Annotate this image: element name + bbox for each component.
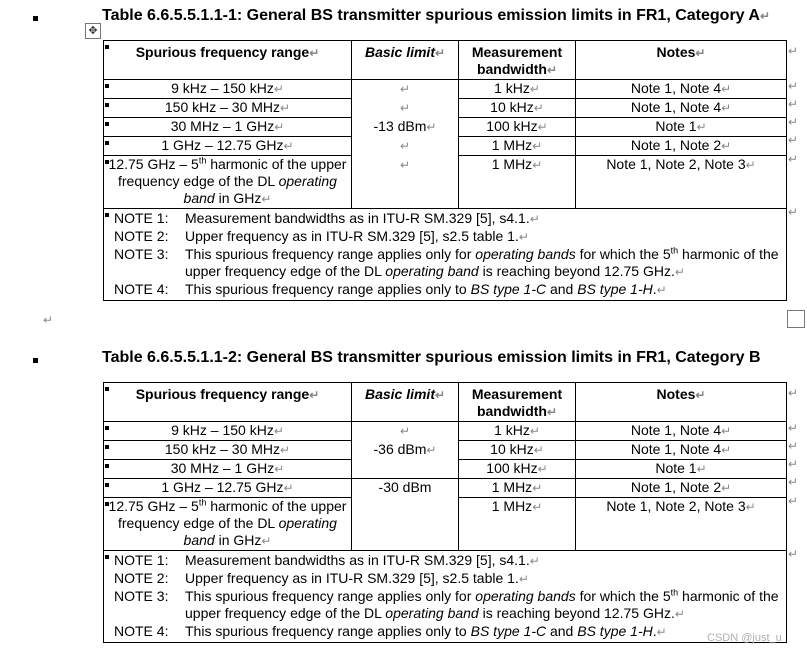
- mbw-text: 1 MHz: [491, 156, 533, 172]
- header-text: Notes: [656, 44, 696, 60]
- note-text-part: is reaching beyond 12.75 GHz.: [478, 263, 675, 279]
- cell-mark: ↵: [745, 158, 756, 172]
- paragraph-mark: ↵: [674, 607, 685, 621]
- table1-title-text: Table 6.6.5.5.1.1-1: General BS transmitter spurious emission limits in FR1, Category A: [102, 7, 760, 24]
- cell-mark: ↵: [434, 388, 446, 402]
- note-tag: NOTE 2:: [114, 228, 169, 244]
- note-italic: operating band: [385, 605, 479, 621]
- notes-row: [104, 209, 787, 301]
- notes-cell: [576, 422, 787, 441]
- note-text: [185, 228, 784, 246]
- cell-mark: ↵: [546, 405, 558, 419]
- range-sup: th: [198, 155, 207, 166]
- note-text-part: for which the 5: [575, 246, 671, 262]
- table2-title-text: Table 6.6.5.5.1.1-2: General BS transmitter spurious emission limits in FR1, Category B: [102, 349, 761, 366]
- range-text: 30 MHz – 1 GHz: [170, 460, 275, 476]
- range-text: 12.75 GHz – 5: [108, 498, 199, 514]
- mbw-text: 10 kHz: [490, 99, 534, 115]
- cell-mark: ↵: [721, 424, 732, 438]
- note-italic: BS type 1-C: [470, 623, 547, 639]
- range-text: 9 kHz – 150 kHz: [171, 80, 274, 96]
- note-text-part: for which the 5: [575, 588, 671, 604]
- limit-cell: [352, 156, 459, 209]
- cell-marker: [105, 502, 109, 506]
- note-italic: BS type 1-H: [577, 281, 653, 297]
- note-italic: operating band: [385, 263, 479, 279]
- limit-cell: [352, 460, 459, 479]
- cell-marker: [105, 45, 109, 49]
- cell-mark: ↵: [434, 46, 446, 60]
- cell-mark: ↵: [745, 500, 756, 514]
- note-tag: NOTE 4:: [114, 623, 169, 639]
- range-cell: [104, 498, 352, 551]
- table1: [103, 40, 787, 301]
- notes-text: Note 1, Note 2: [630, 479, 722, 495]
- cell-mark: ↵: [695, 46, 706, 60]
- cell-mark: ↵: [721, 82, 732, 96]
- mbw-cell: [459, 137, 576, 156]
- notes-cell: [576, 460, 787, 479]
- note-text-part: .: [652, 623, 657, 639]
- cell-marker: [105, 555, 109, 559]
- note-text: [185, 246, 784, 281]
- limit-text: -30 dBm: [378, 479, 432, 495]
- header-text: Notes: [656, 386, 696, 402]
- cell-mark: ↵: [721, 139, 732, 153]
- note-text: [185, 623, 784, 641]
- row-end-mark: ↵: [788, 152, 799, 166]
- header-spurious-range: [104, 383, 352, 422]
- header-spurious-range: [104, 41, 352, 80]
- header-notes: [576, 41, 787, 80]
- cell-marker: [105, 160, 109, 164]
- header-text: Measurement bandwidth: [471, 44, 563, 77]
- cell-marker: [105, 445, 109, 449]
- note-italic: BS type 1-C: [470, 281, 547, 297]
- row-end-mark: ↵: [788, 79, 799, 93]
- limit-text: -13 dBm: [373, 117, 427, 134]
- notes-text: Note 1, Note 2: [630, 137, 722, 153]
- row-end-mark: ↵: [788, 44, 799, 58]
- paragraph-mark: ↵: [656, 625, 667, 639]
- note-tag: NOTE 3:: [114, 246, 169, 262]
- row-end-mark: ↵: [788, 97, 799, 111]
- table-row: [104, 118, 787, 137]
- table-row: [104, 80, 787, 99]
- notes-cell: [576, 156, 787, 209]
- paragraph-mark: ↵: [518, 572, 529, 586]
- paragraph-mark: ↵: [518, 230, 529, 244]
- note-text: [185, 552, 784, 570]
- limit-cell: [352, 479, 459, 498]
- cell-mark: ↵: [399, 424, 411, 438]
- header-measurement-bandwidth: [459, 41, 576, 80]
- notes-cell: [576, 80, 787, 99]
- mbw-text: 1 MHz: [491, 137, 533, 153]
- range-cell: [104, 441, 352, 460]
- header-text: Basic limit: [364, 44, 435, 60]
- note-text: [185, 281, 784, 299]
- row-end-mark: ↵: [788, 475, 799, 489]
- range-cell: [104, 460, 352, 479]
- list-bullet: [33, 358, 38, 363]
- mbw-text: 1 MHz: [491, 498, 533, 514]
- mbw-cell: [459, 479, 576, 498]
- cell-marker: [105, 103, 109, 107]
- cell-mark: ↵: [426, 119, 437, 134]
- cell-mark: ↵: [280, 443, 291, 457]
- cell-mark: ↵: [399, 82, 411, 96]
- limit-cell: [352, 498, 459, 551]
- note-4: [114, 623, 784, 641]
- cell-mark: ↵: [696, 120, 707, 134]
- range-cell: [104, 479, 352, 498]
- notes-text: Note 1, Note 2, Note 3: [606, 156, 746, 172]
- notes-cell: [576, 441, 787, 460]
- cell-mark: ↵: [309, 46, 320, 60]
- notes-cell: [576, 137, 787, 156]
- cell-mark: ↵: [261, 192, 272, 206]
- row-end-mark: ↵: [788, 115, 799, 129]
- range-text: 150 kHz – 30 MHz: [164, 99, 281, 115]
- mbw-text: 1 kHz: [494, 80, 530, 96]
- limit-cell: [352, 422, 459, 441]
- cell-mark: ↵: [283, 139, 294, 153]
- cell-mark: ↵: [532, 481, 543, 495]
- notes-text: Note 1: [655, 118, 697, 134]
- header-basic-limit: [352, 41, 459, 80]
- cell-mark: ↵: [533, 443, 544, 457]
- mbw-text: 10 kHz: [490, 441, 534, 457]
- note-text-part: Measurement bandwidths as in ITU-R SM.329 [5], s4.1.: [185, 210, 530, 226]
- cell-mark: ↵: [283, 481, 294, 495]
- cell-mark: ↵: [399, 100, 411, 115]
- mbw-text: 1 kHz: [494, 422, 530, 438]
- note-text-part: .: [652, 281, 657, 297]
- paragraph-mark: ↵: [529, 554, 540, 568]
- table-move-handle-icon[interactable]: ✥: [85, 23, 101, 39]
- table-resize-handle[interactable]: [787, 310, 805, 328]
- limit-cell: [352, 441, 459, 460]
- note-text-part: Upper frequency as in ITU-R SM.329 [5], s2.5 table 1.: [185, 228, 519, 244]
- row-end-mark: ↵: [788, 205, 799, 219]
- header-basic-limit: [352, 383, 459, 422]
- cell-mark: ↵: [537, 462, 548, 476]
- note-text-part: harmonic of the upper frequency edge of the DL: [185, 588, 779, 621]
- note-text-part: This spurious frequency range applies only for: [185, 246, 476, 262]
- cell-mark: ↵: [273, 82, 284, 96]
- header-text: Basic limit: [364, 386, 435, 402]
- range-text: harmonic of the upper frequency edge of the DL: [118, 498, 347, 531]
- cell-mark: ↵: [261, 534, 272, 548]
- limit-cell: [352, 99, 459, 118]
- note-text-part: This spurious frequency range applies only for: [185, 588, 476, 604]
- row-end-mark: ↵: [788, 133, 799, 147]
- cell-marker: [105, 483, 109, 487]
- range-italic: operating band: [183, 173, 337, 206]
- cell-mark: ↵: [546, 63, 558, 77]
- notes-text: Note 1, Note 4: [630, 80, 722, 96]
- mbw-text: 1 MHz: [491, 479, 533, 495]
- header-text: Spurious frequency range: [135, 44, 310, 60]
- cell-marker: [105, 426, 109, 430]
- notes-text: Note 1, Note 2, Note 3: [606, 498, 746, 514]
- range-text: 1 GHz – 12.75 GHz: [161, 137, 284, 153]
- table-row: [104, 422, 787, 441]
- note-tag: NOTE 1:: [114, 210, 169, 226]
- note-3: [114, 246, 784, 281]
- note-tag: NOTE 3:: [114, 588, 169, 604]
- row-end-mark: ↵: [788, 494, 799, 508]
- mbw-text: 100 kHz: [486, 118, 538, 134]
- notes-text: Note 1, Note 4: [630, 422, 722, 438]
- range-text: 30 MHz – 1 GHz: [170, 118, 275, 134]
- note-tag: NOTE 2:: [114, 570, 169, 586]
- paragraph-mark: ↵: [656, 283, 667, 297]
- cell-mark: ↵: [721, 481, 732, 495]
- cell-mark: ↵: [533, 101, 544, 115]
- range-text: in GHz: [214, 532, 262, 548]
- mbw-cell: [459, 441, 576, 460]
- cell-mark: ↵: [721, 101, 732, 115]
- mbw-cell: [459, 498, 576, 551]
- cell-marker: [105, 84, 109, 88]
- table-row: [104, 137, 787, 156]
- limit-text: -36 dBm: [373, 440, 427, 457]
- cell-mark: ↵: [399, 138, 411, 153]
- notes-cell: [576, 99, 787, 118]
- paragraph-mark: ↵: [43, 313, 54, 327]
- mbw-text: 100 kHz: [486, 460, 538, 476]
- cell-marker: [105, 464, 109, 468]
- notes-text: Note 1: [655, 460, 697, 476]
- range-cell: [104, 137, 352, 156]
- cell-mark: ↵: [529, 82, 540, 96]
- note-text: [185, 210, 784, 228]
- range-text: 150 kHz – 30 MHz: [164, 441, 281, 457]
- note-sup: th: [670, 245, 679, 256]
- note-text-part: Measurement bandwidths as in ITU-R SM.329 [5], s4.1.: [185, 552, 530, 568]
- row-end-mark: ↵: [788, 421, 799, 435]
- mbw-cell: [459, 118, 576, 137]
- notes-text: Note 1, Note 4: [630, 441, 722, 457]
- paragraph-mark: ↵: [674, 265, 685, 279]
- cell-mark: ↵: [532, 139, 543, 153]
- note-italic: operating bands: [475, 246, 576, 262]
- table-row: [104, 156, 787, 209]
- mbw-cell: [459, 460, 576, 479]
- note-italic: BS type 1-H: [577, 623, 653, 639]
- notes-row: [104, 551, 787, 643]
- note-text-part: This spurious frequency range applies only to: [185, 281, 471, 297]
- note-text-part: harmonic of the upper frequency edge of the DL: [185, 246, 779, 279]
- cell-mark: ↵: [529, 424, 540, 438]
- mbw-cell: [459, 99, 576, 118]
- cell-marker: [105, 141, 109, 145]
- cell-mark: ↵: [426, 442, 437, 457]
- row-end-mark: ↵: [788, 547, 799, 561]
- paragraph-mark: ↵: [759, 9, 771, 23]
- range-italic: operating band: [183, 515, 337, 548]
- row-end-mark: ↵: [788, 386, 799, 400]
- header-text: Spurious frequency range: [135, 386, 310, 402]
- notes-cell: [576, 479, 787, 498]
- row-end-mark: ↵: [788, 439, 799, 453]
- cell-marker: [105, 213, 109, 217]
- range-cell: [104, 156, 352, 209]
- table-header-row: [104, 383, 787, 422]
- notes-text: Note 1, Note 4: [630, 99, 722, 115]
- row-end-mark: ↵: [788, 457, 799, 471]
- cell-mark: ↵: [399, 157, 411, 172]
- note-sup: th: [670, 587, 679, 598]
- range-cell: [104, 422, 352, 441]
- table2-title: [102, 349, 761, 367]
- range-sup: th: [198, 497, 207, 508]
- note-text-part: and: [546, 623, 578, 639]
- note-text-part: Upper frequency as in ITU-R SM.329 [5], s2.5 table 1.: [185, 570, 519, 586]
- cell-marker: [105, 122, 109, 126]
- list-bullet: [33, 16, 38, 21]
- cell-marker: [105, 387, 109, 391]
- cell-mark: ↵: [532, 500, 543, 514]
- note-tag: NOTE 4:: [114, 281, 169, 297]
- table1-title: [102, 7, 770, 25]
- table-header-row: [104, 41, 787, 80]
- note-3: [114, 588, 784, 623]
- note-2: [114, 228, 784, 246]
- note-italic: operating bands: [475, 588, 576, 604]
- range-text: in GHz: [214, 190, 262, 206]
- mbw-cell: [459, 422, 576, 441]
- table-row: [104, 479, 787, 498]
- watermark: CSDN @just_u: [707, 632, 782, 644]
- note-2: [114, 570, 784, 588]
- header-notes: [576, 383, 787, 422]
- note-4: [114, 281, 784, 299]
- table-row: [104, 99, 787, 118]
- table-row: [104, 460, 787, 479]
- cell-mark: ↵: [537, 120, 548, 134]
- table2: [103, 382, 787, 643]
- table-row: [104, 498, 787, 551]
- cell-mark: ↵: [274, 462, 285, 476]
- cell-mark: ↵: [696, 462, 707, 476]
- mbw-cell: [459, 156, 576, 209]
- note-text-part: and: [546, 281, 578, 297]
- range-text: 12.75 GHz – 5: [108, 156, 199, 172]
- note-text-part: This spurious frequency range applies only to: [185, 623, 471, 639]
- notes-cell: [576, 118, 787, 137]
- range-text: 1 GHz – 12.75 GHz: [161, 479, 284, 495]
- cell-mark: ↵: [280, 101, 291, 115]
- notes-block: [104, 209, 787, 301]
- paragraph-mark: ↵: [529, 212, 540, 226]
- range-text: 9 kHz – 150 kHz: [171, 422, 274, 438]
- cell-mark: ↵: [273, 424, 284, 438]
- limit-cell: [352, 118, 459, 137]
- note-1: [114, 552, 784, 570]
- table-row: [104, 441, 787, 460]
- cell-mark: ↵: [695, 388, 706, 402]
- cell-mark: ↵: [721, 443, 732, 457]
- note-text: [185, 588, 784, 623]
- range-cell: [104, 99, 352, 118]
- range-cell: [104, 118, 352, 137]
- note-text: [185, 570, 784, 588]
- note-text-part: is reaching beyond 12.75 GHz.: [478, 605, 675, 621]
- range-text: harmonic of the upper frequency edge of the DL: [118, 156, 347, 189]
- cell-mark: ↵: [274, 120, 285, 134]
- limit-cell: [352, 80, 459, 99]
- notes-cell: [576, 498, 787, 551]
- header-text: Measurement bandwidth: [471, 386, 563, 419]
- note-1: [114, 210, 784, 228]
- mbw-cell: [459, 80, 576, 99]
- cell-mark: ↵: [309, 388, 320, 402]
- note-tag: NOTE 1:: [114, 552, 169, 568]
- cell-mark: ↵: [532, 158, 543, 172]
- range-cell: [104, 80, 352, 99]
- notes-block: [104, 551, 787, 643]
- header-measurement-bandwidth: [459, 383, 576, 422]
- limit-cell: [352, 137, 459, 156]
